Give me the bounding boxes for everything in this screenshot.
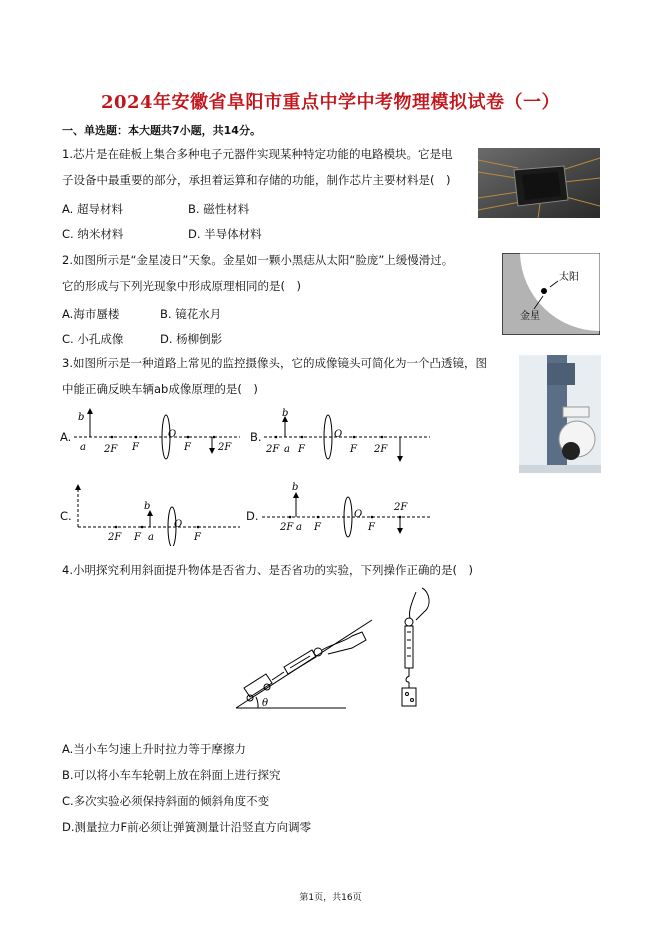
q1-option-b[interactable]: B. 磁性材料	[188, 202, 250, 216]
lens-diagram-d	[260, 480, 432, 546]
svg-text:F: F	[194, 532, 201, 543]
svg-text:2F: 2F	[374, 444, 388, 455]
svg-text:b: b	[144, 501, 151, 512]
q3-line2: 中能正确反映车辆ab成像原理的是( )	[62, 382, 258, 396]
svg-text:2F: 2F	[280, 522, 294, 533]
q1-option-c[interactable]: C. 纳米材料	[62, 227, 124, 241]
q2-option-b[interactable]: B. 镜花水月	[160, 307, 222, 321]
q2-line2: 它的形成与下列光现象中形成原理相同的是( )	[62, 279, 301, 293]
q1-option-d[interactable]: D. 半导体材料	[188, 227, 262, 241]
q2-option-c[interactable]: C. 小孔成像	[62, 332, 124, 346]
svg-text:2F: 2F	[108, 532, 122, 543]
q4-option-d[interactable]: D.测量拉力F前必须让弹簧测量计沿竖直方向调零	[62, 820, 312, 834]
q2-option-a[interactable]: A.海市蜃楼	[62, 307, 120, 321]
q1-option-a[interactable]: A. 超导材料	[62, 202, 123, 216]
svg-text:F: F	[184, 442, 191, 453]
q4-option-b[interactable]: B.可以将小车车轮朝上放在斜面上进行探究	[62, 768, 281, 782]
q2-line1: 2.如图所示是“金星凌日”天象。金星如一颗小黑痣从太阳“脸庞”上缓慢滑过。	[62, 253, 454, 267]
q4-option-c[interactable]: C.多次实验必须保持斜面的倾斜角度不变	[62, 794, 270, 808]
page-footer: 第1页，共16页	[299, 893, 362, 903]
svg-text:O: O	[354, 509, 363, 520]
q1-line2: 子设备中最重要的部分，承担着运算和存储的功能，制作芯片主要材料是( )	[62, 173, 451, 187]
venus-label: 金星	[520, 311, 540, 322]
svg-text:O: O	[174, 519, 183, 530]
page-title: 2024年安徽省阜阳市重点中学中考物理模拟试卷（一）	[100, 92, 561, 113]
svg-text:F: F	[314, 522, 321, 533]
incline-experiment-diagram	[232, 582, 442, 714]
svg-text:a: a	[148, 532, 154, 543]
svg-text:θ: θ	[262, 698, 269, 709]
q3-option-a[interactable]: A.	[60, 430, 72, 444]
lens-diagram-c	[72, 480, 242, 546]
svg-text:b: b	[292, 482, 299, 493]
q1-line1: 1.芯片是在硅板上集合多种电子元器件实现某种特定功能的电路模块。它是电	[62, 147, 453, 161]
svg-text:a: a	[284, 444, 290, 455]
svg-text:a: a	[80, 442, 86, 453]
svg-text:2F: 2F	[104, 444, 118, 455]
q3-line1: 3.如图所示是一种道路上常见的监控摄像头，它的成像镜头可简化为一个凸透镜，图	[62, 356, 487, 370]
lens-diagram-a	[72, 406, 242, 462]
camera-image	[519, 355, 601, 473]
svg-text:F: F	[132, 442, 139, 453]
q4-line1: 4.小明探究利用斜面提升物体是否省力、是否省功的实验，下列操作正确的是( )	[62, 563, 473, 577]
q3-option-d[interactable]: D.	[246, 509, 259, 523]
svg-text:F: F	[134, 532, 141, 543]
svg-text:F: F	[298, 444, 305, 455]
svg-text:2F: 2F	[218, 442, 232, 453]
svg-text:b: b	[78, 412, 85, 423]
svg-text:b: b	[282, 408, 289, 419]
svg-text:O: O	[334, 429, 343, 440]
svg-text:2F: 2F	[394, 502, 408, 513]
chip-image	[478, 148, 600, 218]
sun-label: 太阳	[559, 272, 579, 283]
svg-text:2F: 2F	[266, 444, 280, 455]
svg-text:a: a	[296, 522, 302, 533]
q2-option-d[interactable]: D. 杨柳倒影	[160, 332, 223, 346]
q4-option-a[interactable]: A.当小车匀速上升时拉力等于摩擦力	[62, 742, 246, 756]
venus-transit-diagram	[502, 253, 600, 335]
svg-text:F: F	[350, 444, 357, 455]
q3-option-c[interactable]: C.	[60, 509, 72, 523]
lens-diagram-b	[262, 406, 432, 466]
svg-text:O: O	[168, 429, 177, 440]
q3-option-b[interactable]: B.	[250, 430, 262, 444]
svg-text:F: F	[368, 522, 375, 533]
section-heading: 一、单选题：本大题共7小题，共14分。	[62, 124, 261, 137]
